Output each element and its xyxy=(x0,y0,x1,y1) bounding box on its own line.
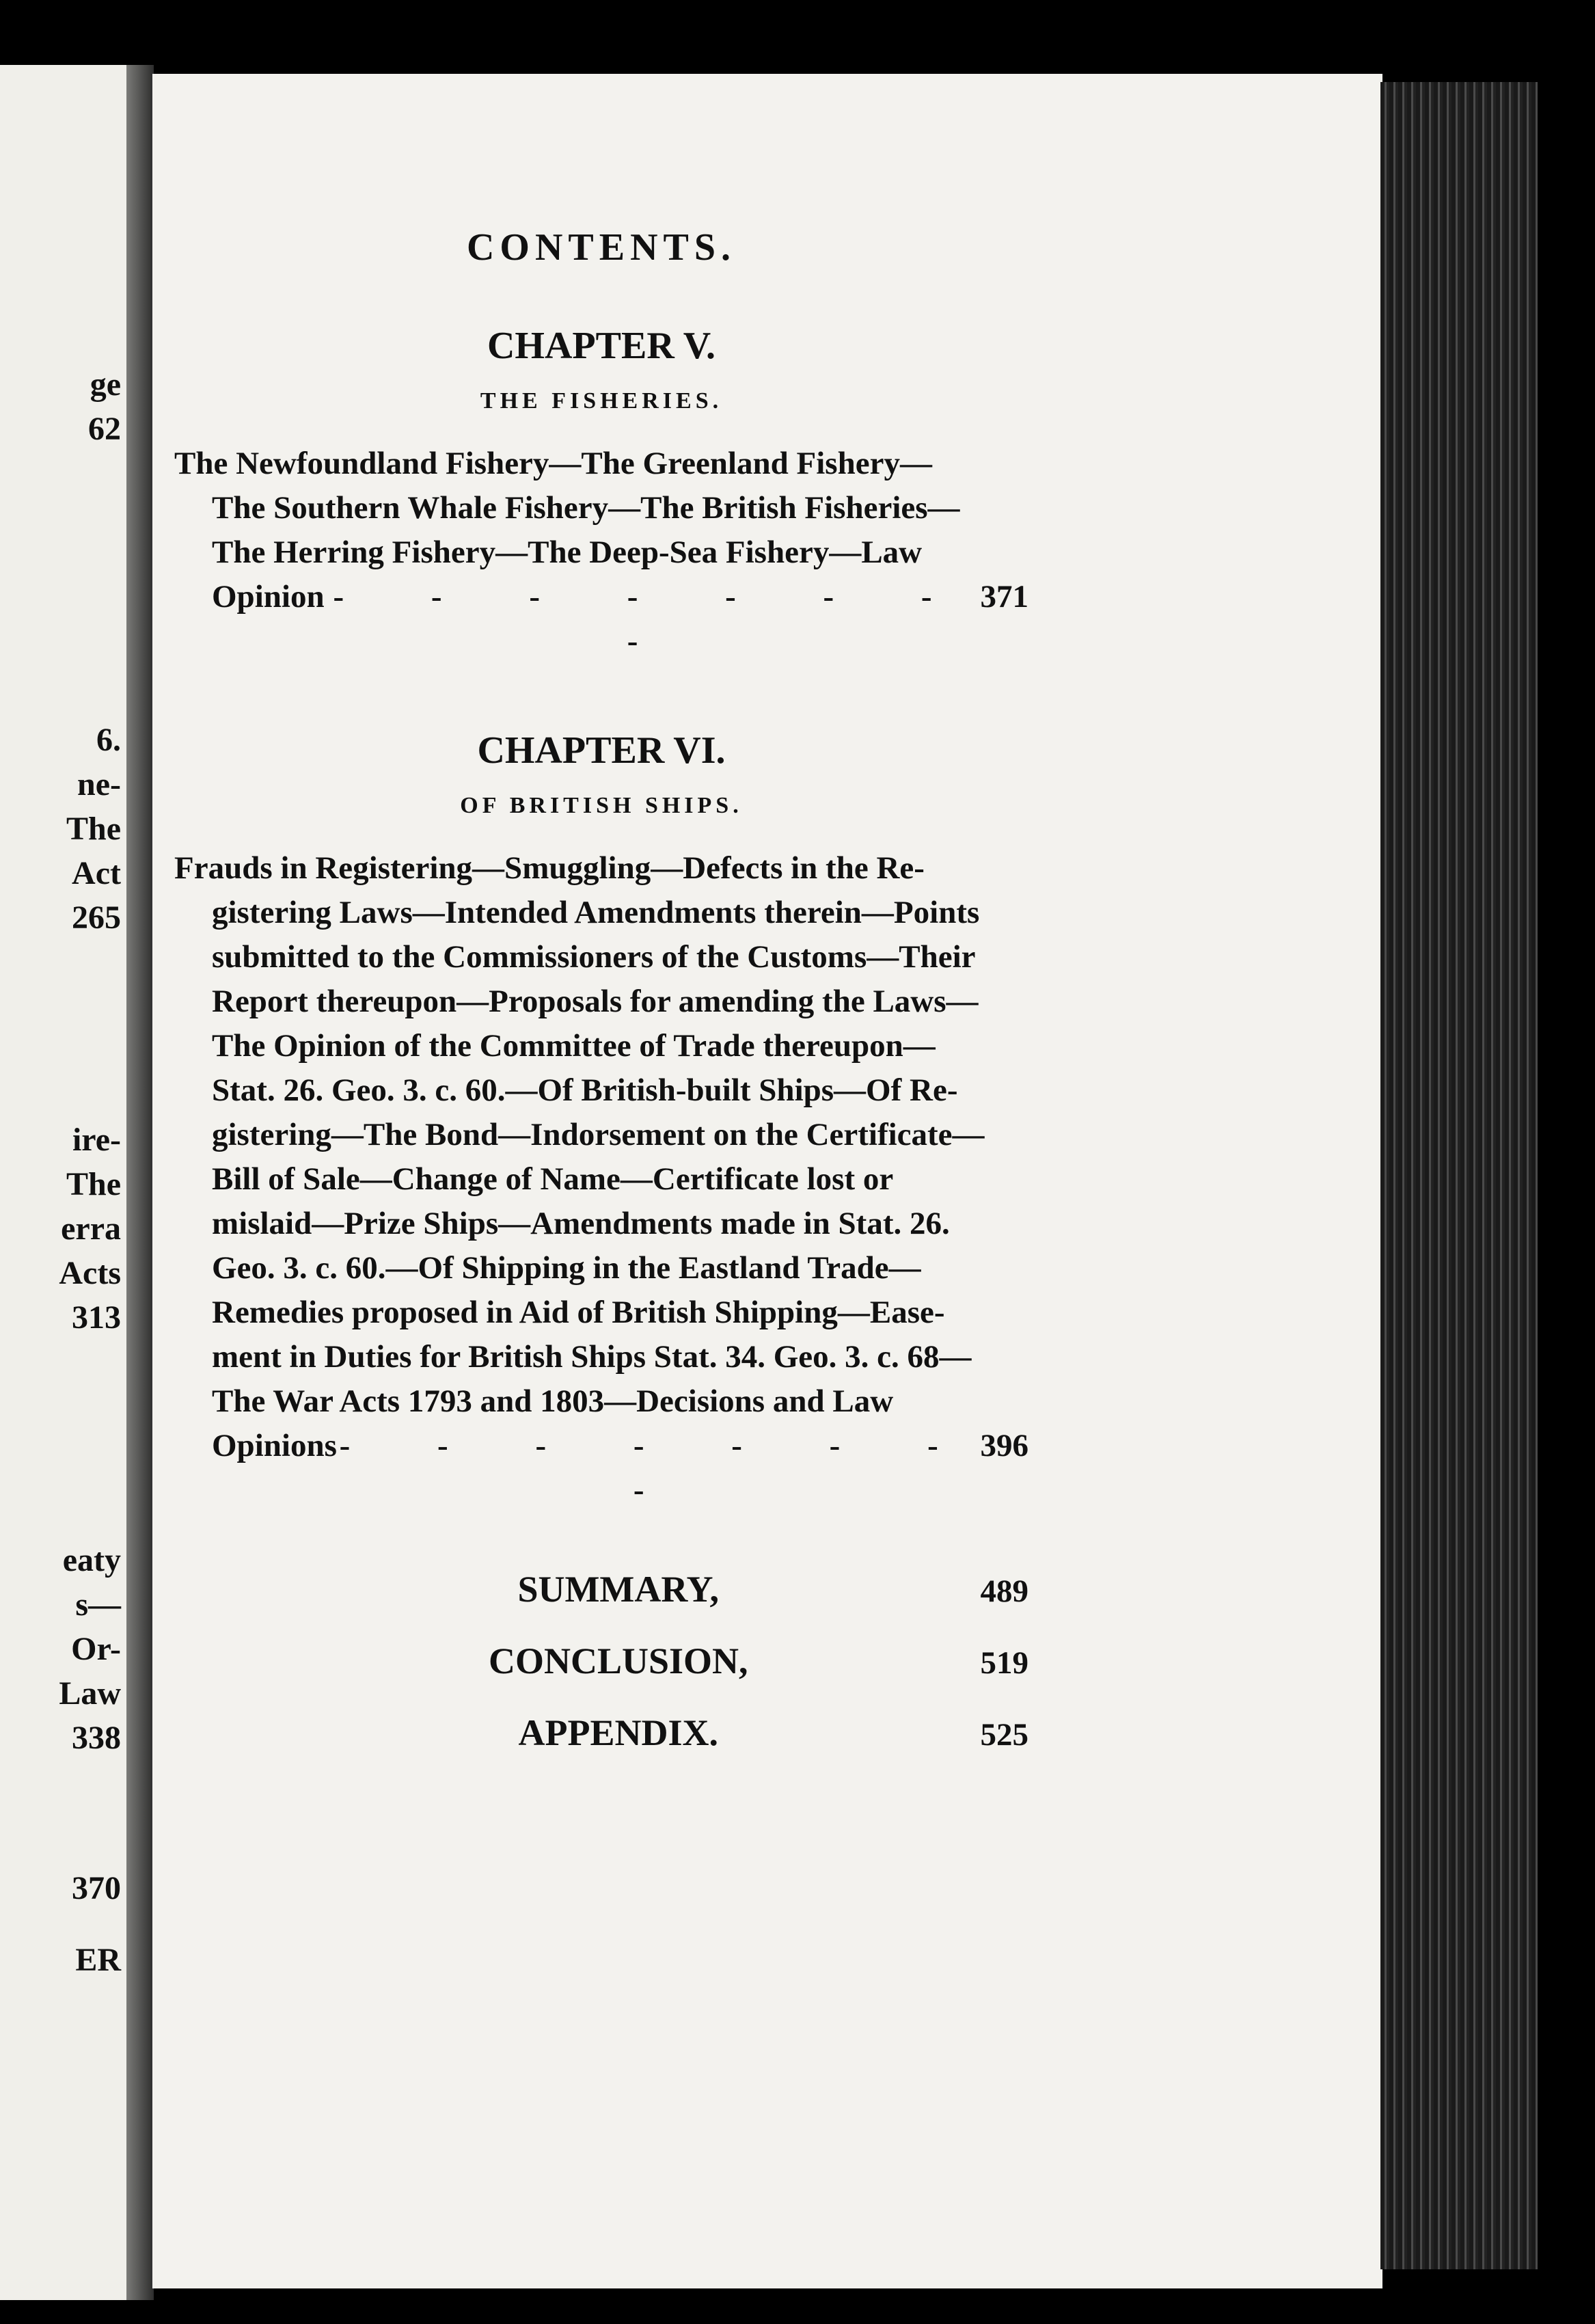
facing-fragment: 265 xyxy=(72,900,121,936)
chapter-entry-line xyxy=(174,1291,1028,1335)
facing-fragment: Act xyxy=(72,855,121,891)
facing-fragment: ne- xyxy=(77,766,121,802)
facing-fragment: 370 xyxy=(72,1870,121,1906)
facing-fragment: 6. xyxy=(96,722,121,758)
facing-fragment: ge xyxy=(90,366,121,403)
summary-entry xyxy=(174,1554,1028,1625)
page-number: 396 xyxy=(980,1428,1028,1463)
chapter-entry-line xyxy=(174,891,1028,935)
chapter-entry-line xyxy=(174,1379,1028,1424)
chapter-entry-line xyxy=(174,1335,1028,1379)
entry-text: ment in Duties for British Ships Stat. 34. Geo. 3. c. 68— xyxy=(212,1339,972,1375)
chapter-entry-line xyxy=(174,979,1028,1024)
facing-fragment: Or- xyxy=(71,1631,121,1667)
facing-fragment: 313 xyxy=(72,1299,121,1336)
chapter-subtitle: OF BRITISH SHIPS. xyxy=(460,793,743,818)
chapter-entry-line xyxy=(174,1202,1028,1246)
section-label: APPENDIX. xyxy=(518,1712,718,1753)
entry-text: Stat. 26. Geo. 3. c. 60.—Of British-built Ships—Of Re- xyxy=(212,1072,958,1108)
gutter-shadow xyxy=(126,65,154,2300)
entry-text: mislaid—Prize Ships—Amendments made in Stat. 26. xyxy=(212,1206,950,1241)
facing-fragment: s— xyxy=(75,1586,121,1623)
facing-fragment: Acts xyxy=(59,1255,121,1291)
facing-fragment: ire- xyxy=(72,1122,121,1158)
chapter-entry-line xyxy=(174,530,1028,575)
chapter-entry-line xyxy=(174,1024,1028,1068)
facing-page xyxy=(0,65,126,2300)
dot-leaders: - - - - - - - - xyxy=(333,579,972,659)
page-title: CONTENTS. xyxy=(466,226,737,269)
facing-fragment: Law xyxy=(59,1675,121,1712)
page-number: 489 xyxy=(980,1573,1028,1609)
facing-fragment: 338 xyxy=(72,1720,121,1756)
book-page-edges xyxy=(1380,82,1538,2269)
chapter-subtitle: THE FISHERIES. xyxy=(480,388,723,414)
chapter-entry-line xyxy=(174,935,1028,979)
chapter-entry-line xyxy=(174,1246,1028,1291)
entry-text: submitted to the Commissioners of the Customs—Their xyxy=(212,939,976,975)
entry-last-word: Opinion xyxy=(212,579,325,614)
section-label: CONCLUSION, xyxy=(488,1640,748,1681)
facing-fragment: eaty xyxy=(62,1542,121,1578)
entry-text: gistering—The Bond—Indorsement on the Certificate— xyxy=(212,1117,985,1152)
entry-text: Geo. 3. c. 60.—Of Shipping in the Eastland Trade— xyxy=(212,1250,921,1286)
chapter-entry-line xyxy=(174,1113,1028,1157)
chapter-entry-line xyxy=(174,1157,1028,1202)
chapter-heading: CHAPTER V. xyxy=(487,325,715,367)
entry-text: Remedies proposed in Aid of British Shipping—Ease- xyxy=(212,1295,945,1330)
dot-leaders: - - - - - - - - xyxy=(339,1428,978,1508)
chapter-entry-line xyxy=(174,486,1028,530)
facing-fragment: erra xyxy=(61,1211,121,1247)
page-number: 519 xyxy=(980,1645,1028,1681)
facing-fragment: The xyxy=(66,1166,121,1202)
chapter-entry-final-line xyxy=(174,1424,1028,1513)
chapter-entry-line xyxy=(174,1068,1028,1113)
facing-fragment: The xyxy=(66,811,121,847)
entry-text: The Herring Fishery—The Deep-Sea Fishery—Law xyxy=(212,535,923,570)
chapter-heading: CHAPTER VI. xyxy=(477,729,726,772)
entry-text: gistering Laws—Intended Amendments therein—Points xyxy=(212,895,980,930)
page-number: 525 xyxy=(980,1717,1028,1753)
facing-fragment: 62 xyxy=(88,411,121,447)
chapter-entry-final-line xyxy=(174,575,1028,664)
entry-text: The Opinion of the Committee of Trade thereupon— xyxy=(212,1028,936,1064)
chapter-entry-line: Frauds in Registering—Smuggling—Defects in the Re- xyxy=(174,850,925,886)
page-number: 371 xyxy=(980,579,1028,614)
entry-text: The Southern Whale Fishery—The British Fisheries— xyxy=(212,490,960,526)
chapter-entry-line: The Newfoundland Fishery—The Greenland Fishery— xyxy=(174,446,932,481)
entry-text: The War Acts 1793 and 1803—Decisions and Law xyxy=(212,1383,894,1419)
facing-fragment: ER xyxy=(75,1942,121,1978)
entry-text: Bill of Sale—Change of Name—Certificate lost or xyxy=(212,1161,894,1197)
section-label: SUMMARY, xyxy=(517,1569,720,1610)
appendix-entry xyxy=(174,1697,1028,1769)
contents-text xyxy=(174,226,1028,1769)
conclusion-entry xyxy=(174,1625,1028,1697)
entry-text: Report thereupon—Proposals for amending the Laws— xyxy=(212,984,979,1019)
entry-last-word: Opinions xyxy=(212,1428,337,1463)
